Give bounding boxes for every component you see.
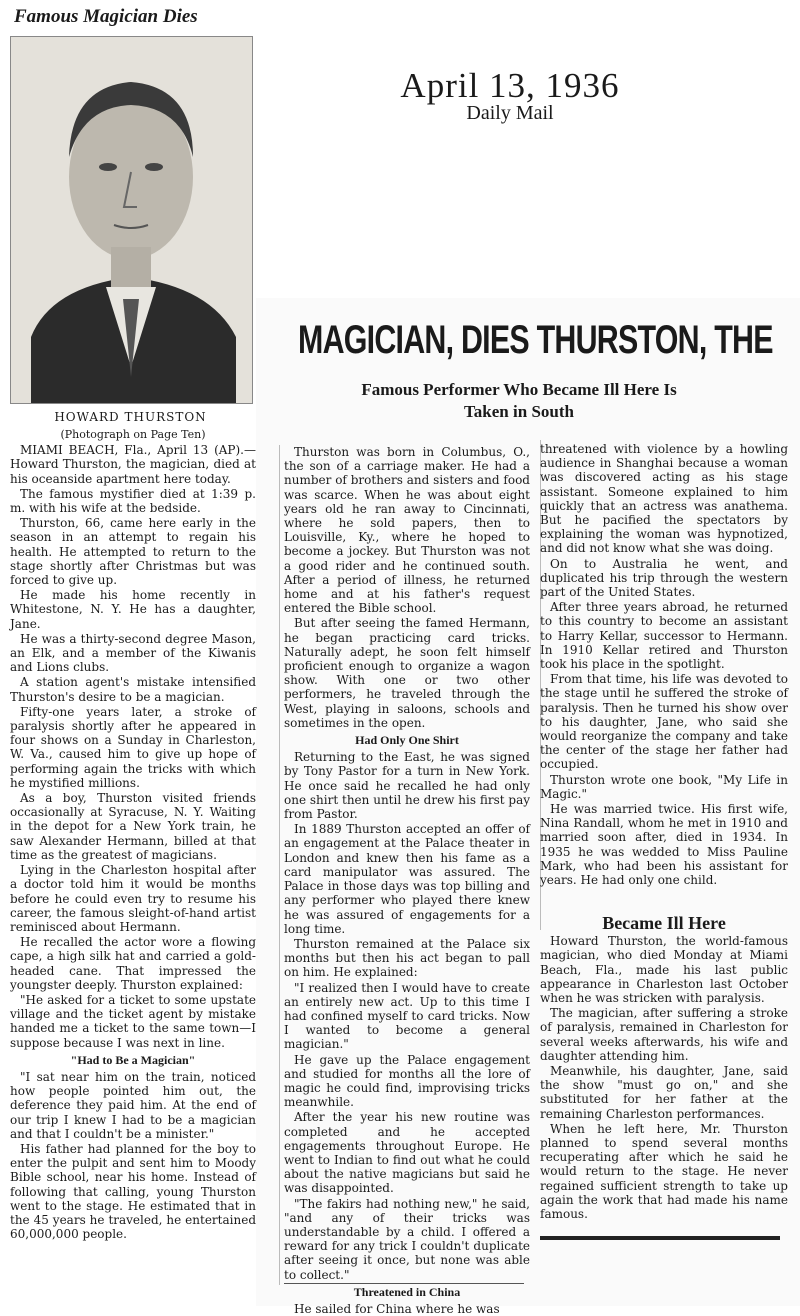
paragraph: He recalled the actor wore a flowing cape, a high silk hat and carried a gold-headed cane. That impressed the youngster deeply. Thurston explained: <box>10 935 256 992</box>
paragraph: "I realized then I would have to create an entirely new act. Up to this time I had confined myself to card tricks. Now I wanted to become a general magician." <box>284 980 530 1052</box>
paragraph: MIAMI BEACH, Fla., April 13 (AP).—Howard Thurston, the magician, died at his oceanside apartment here today. <box>10 443 256 486</box>
paragraph: Thurston was born in Columbus, O., the son of a carriage maker. He had a number of brothers and sisters and food was scarce. When he was about eight years old he ran away to Cincinnati, where he sold papers, then to Louisville, Ky., where he hoped to become a jockey. But Thurston was not a good rider and he continued south. After a period of illness, he returned home and at his father's request entered the Bible school. <box>284 445 530 616</box>
paragraph: "The fakirs had nothing new," he said, "and any of their tricks was understandable by a child. I offered a reward for any trick I couldn't duplicate after seeing it once, but none was able to collect." <box>284 1196 530 1282</box>
source-label: Daily Mail <box>466 102 554 124</box>
paragraph: From that time, his life was devoted to the stage until he suffered the stroke of paralysis. Then he turned his show over to his daughter, Jane, who said she would reorganize the company and take the center of the stage her father had occupied. <box>540 672 788 772</box>
photo-credit: (Photograph on Page Ten) <box>60 428 206 441</box>
paragraph: "He asked for a ticket to some upstate village and the ticket agent by mistake handed me a ticket to the same town—I suppose because I was next in line. <box>10 992 256 1050</box>
paragraph: The magician, after suffering a stroke of paralysis, remained in Charleston for several weeks afterwards, his wife and daughter attending him. <box>540 1006 788 1063</box>
article-column-4 <box>540 912 788 1238</box>
paragraph: Thurston, 66, came here early in the season in an attempt to regain his health. He attempted to return to the stage shortly after Christmas but was forced to give up. <box>10 516 256 588</box>
paragraph: He was married twice. His first wife, Nina Randall, whom he met in 1910 and married soon after, died in 1934. In 1935 he was wedded to Miss Pauline Mark, who had been his assistant for years. He had only one child. <box>540 802 788 888</box>
paragraph: Lying in the Charleston hospital after a doctor told him it would be months before he could even try to resume his career, the famous sleight-of-hand artist reminisced about Hermann. <box>10 863 256 934</box>
paragraph: A station agent's mistake intensified Thurston's desire to be a magician. <box>10 675 256 704</box>
column-rule <box>279 445 280 1285</box>
end-rule <box>540 1236 780 1240</box>
subhead-became-ill: Became Ill Here <box>602 913 726 933</box>
paragraph: He sailed for China where he was <box>294 1301 500 1316</box>
handwritten-date: April 13, 1936 <box>400 66 620 105</box>
portrait-photo <box>10 36 253 404</box>
portrait-illustration <box>11 37 252 403</box>
paragraph: Returning to the East, he was signed by Tony Pastor for a turn in New York. He once said he recalled he had only one shirt then until he drew his first pay from Pastor. <box>284 750 530 822</box>
subhead: Had Only One Shirt <box>355 733 459 748</box>
photo-caption: HOWARD THURSTON <box>54 410 207 424</box>
main-headline: MAGICIAN, DIES THURSTON, THE <box>298 318 773 362</box>
article-column-3 <box>540 442 788 950</box>
deck-line-2: Taken in South <box>464 402 574 421</box>
paragraph: Howard Thurston, the world-famous magician, who died Monday at Miami Beach, Fla., made his last public appearance in Charleston last October when he was stricken with paralysis. <box>540 934 788 1006</box>
paragraph: In 1889 Thurston accepted an offer of an engagement at the Palace theater in London and knew then his fame as a card manipulator was assured. The Palace in those days was top billing and any performer who played there knew he was assured of engagements for a long time. <box>284 822 530 936</box>
paragraph: He gave up the Palace engagement and studied for months all the lore of magic he could find, improvising tricks meanwhile. <box>284 1052 530 1110</box>
paragraph: But after seeing the famed Hermann, he began practicing card tricks. Naturally adept, he soon felt himself proficient enough to organize a wagon show. With one or two other performers, he traveled through the West, playing in saloons, schools and sometimes in the open. <box>284 616 530 730</box>
subhead: Threatened in China <box>353 1284 461 1299</box>
paragraph: When he left here, Mr. Thurston planned to spend several months recuperating after which he said he would return to the stage. He never regained sufficient strength to take up again the work that had made his name famous. <box>540 1121 788 1222</box>
paragraph: After the year his new routine was completed and he accepted engagements throughout Europe. He went to Indian to find out what he could about the native magicians but said he was disappointed. <box>284 1110 530 1196</box>
paragraph: threatened with violence by a howling audience in Shanghai because a woman was discovered acting as his stage assistant. Someone explained to him quickly that an actress was anathema. But he pacified the spectators by explaining the woman was hypnotized, and did not know what she was doing. <box>540 442 788 556</box>
paragraph: As a boy, Thurston visited friends occasionally at Syracuse, N. Y. Waiting in the depot for a New York train, he saw Alexander Hermann, billed at that time as the greatest of magicians. <box>10 791 256 862</box>
paragraph: Fifty-one years later, a stroke of paralysis shortly after he appeared in four shows on a Sunday in Charleston, W. Va., caused him to give up hope of performing again the tricks with which he mystified millions. <box>10 704 256 790</box>
paragraph: The famous mystifier died at 1:39 p. m. with his wife at the bedside. <box>10 486 256 516</box>
paragraph: He was a thirty-second degree Mason, an Elk, and a member of the Kiwanis and Lions clubs. <box>10 631 256 675</box>
paragraph: Thurston remained at the Palace six months but then his act began to pall on him. He explained: <box>284 936 530 980</box>
paragraph: His father had planned for the boy to enter the pulpit and sent him to Moody Bible school, near his home. Instead of following that calling, young Thurston went to the stage. He estimated that in the 45 years he traveled, he entertained 60,000,000 people. <box>10 1141 256 1242</box>
subhead: "Had to Be a Magician" <box>70 1052 196 1067</box>
paragraph: On to Australia he went, and duplicated his trip through the western part of the United States. <box>540 556 788 600</box>
kicker-headline: Famous Magician Dies <box>14 6 198 27</box>
paragraph: He made his home recently in Whitestone, N. Y. He has a daughter, Jane. <box>10 588 256 631</box>
paragraph: Thurston wrote one book, "My Life in Magic." <box>540 772 788 801</box>
bottom-rule <box>284 1283 524 1284</box>
paragraph: "I sat near him on the train, noticed how people pointed him out, the deference they paid him. At the end of our trip I knew I had to be a magician and that I couldn't be a minister." <box>10 1069 256 1141</box>
paragraph: After three years abroad, he returned to this country to become an assistant to Harry Kellar, successor to Hermann. In 1910 Kellar retired and Thurston took his place in the spotlight. <box>540 600 788 672</box>
deck-line-1: Famous Performer Who Became Ill Here Is <box>361 380 677 399</box>
paragraph: Meanwhile, his daughter, Jane, said the show "must go on," and she substituted for her father at the remaining Charleston performances. <box>540 1064 788 1121</box>
article-column-2 <box>284 445 530 1316</box>
article-column-1 <box>10 428 256 1304</box>
